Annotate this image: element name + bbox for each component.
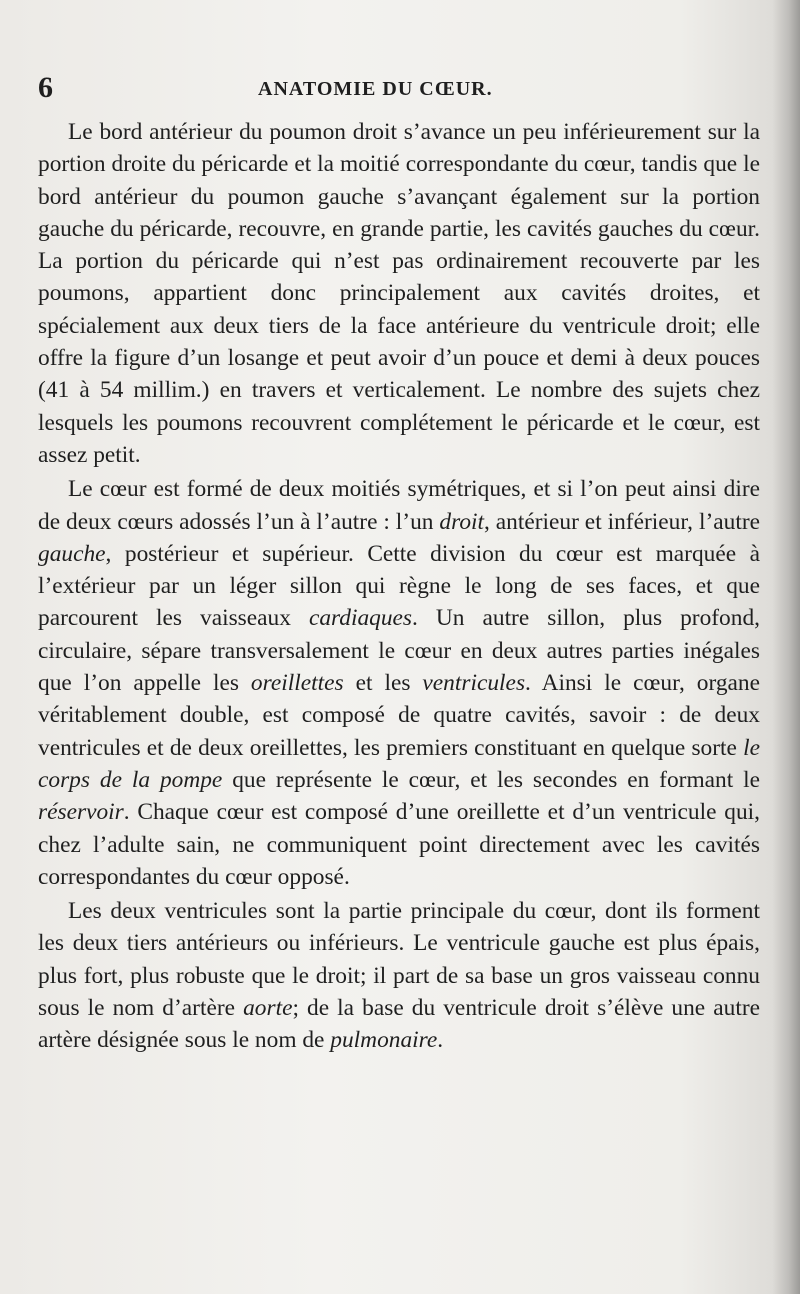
text-run: . [437,1027,444,1054]
italic-term: gauche [38,540,106,567]
paragraph [38,895,760,1056]
page-number: 6 [38,71,53,104]
text-run: ; de la base du ventricule droit s’élève une autre artère désignée sous le nom de [38,995,760,1054]
italic-term: ventricules [422,670,526,697]
text-run: Les deux ventricules sont la partie principale du cœur, dont ils forment les deux tiers antérieurs ou inférieurs. Le ventricule gauche est plus épais, plus fort, plus robuste que le droit; il part de sa base un gros vaisseau connu sous le nom d’artère [38,898,760,1022]
italic-term: pulmonaire [330,1027,438,1054]
paragraph [38,473,760,893]
text-run: . Chaque cœur est composé d’une oreillette et d’un ventricule qui, chez l’adulte sain, ne communiquent point directement avec les cavités correspondantes du cœur opposé. [38,799,760,890]
page-header [38,68,760,108]
text-run: . Ainsi le cœur, organe véritablement double, est composé de quatre cavités, savoir : de deux ventricules et de deux oreillettes, les premiers constituant en quelque sorte [38,670,760,761]
paragraph [38,116,760,471]
text-run: Le cœur est formé de deux moitiés symétriques, et si l’on peut ainsi dire de deux cœurs adossés l’un à l’autre : l’un [38,476,760,535]
page-gutter-shadow [772,0,800,1294]
italic-term: aorte [243,995,293,1022]
italic-term: cardiaques [308,605,413,632]
text-run: , antérieur et inférieur, l’autre [484,508,760,535]
italic-term: réservoir [38,799,124,826]
italic-term: le corps de la pompe [38,734,760,793]
text-run: . Un autre sillon, plus profond, circulaire, sépare transversalement le cœur en deux autres parties inégales que l’on appelle les [38,605,760,697]
text-run: , postérieur et supérieur. Cette division du cœur est marquée à l’extérieur par un léger sillon qui règne le long de ses faces, et que parcourent les vaisseaux [38,540,760,632]
italic-term: droit [439,508,485,535]
text-run: que représente le cœur, et les secondes en formant le [222,766,761,793]
running-head: ANATOMIE DU CŒUR. [258,78,493,100]
italic-term: oreillettes [250,670,344,697]
text-run: Le bord antérieur du poumon droit s’avance un peu inférieurement sur la portion droite du péricarde et la moitié correspondante du cœur, tandis que le bord antérieur du poumon gauche s’avançant également sur la portion gauche du péricarde, recouvre, en grande partie, les cavités gauches du cœur. La portion du péricarde qui n’est pas ordinairement recouverte par les poumons, appartient donc principalement aux cavités droites, et spécialement aux deux tiers de la face antérieure du ventricule droit; elle offre la figure d’un losange et peut avoir d’un pouce et demi à deux pouces (41 à 54 millim.) en travers et verticalement. Le nombre des sujets chez lesquels les poumons recouvrent complétement le péricarde et le cœur, est assez petit. [38,119,760,468]
text-run: et les [343,670,423,697]
body-text [38,116,760,1057]
